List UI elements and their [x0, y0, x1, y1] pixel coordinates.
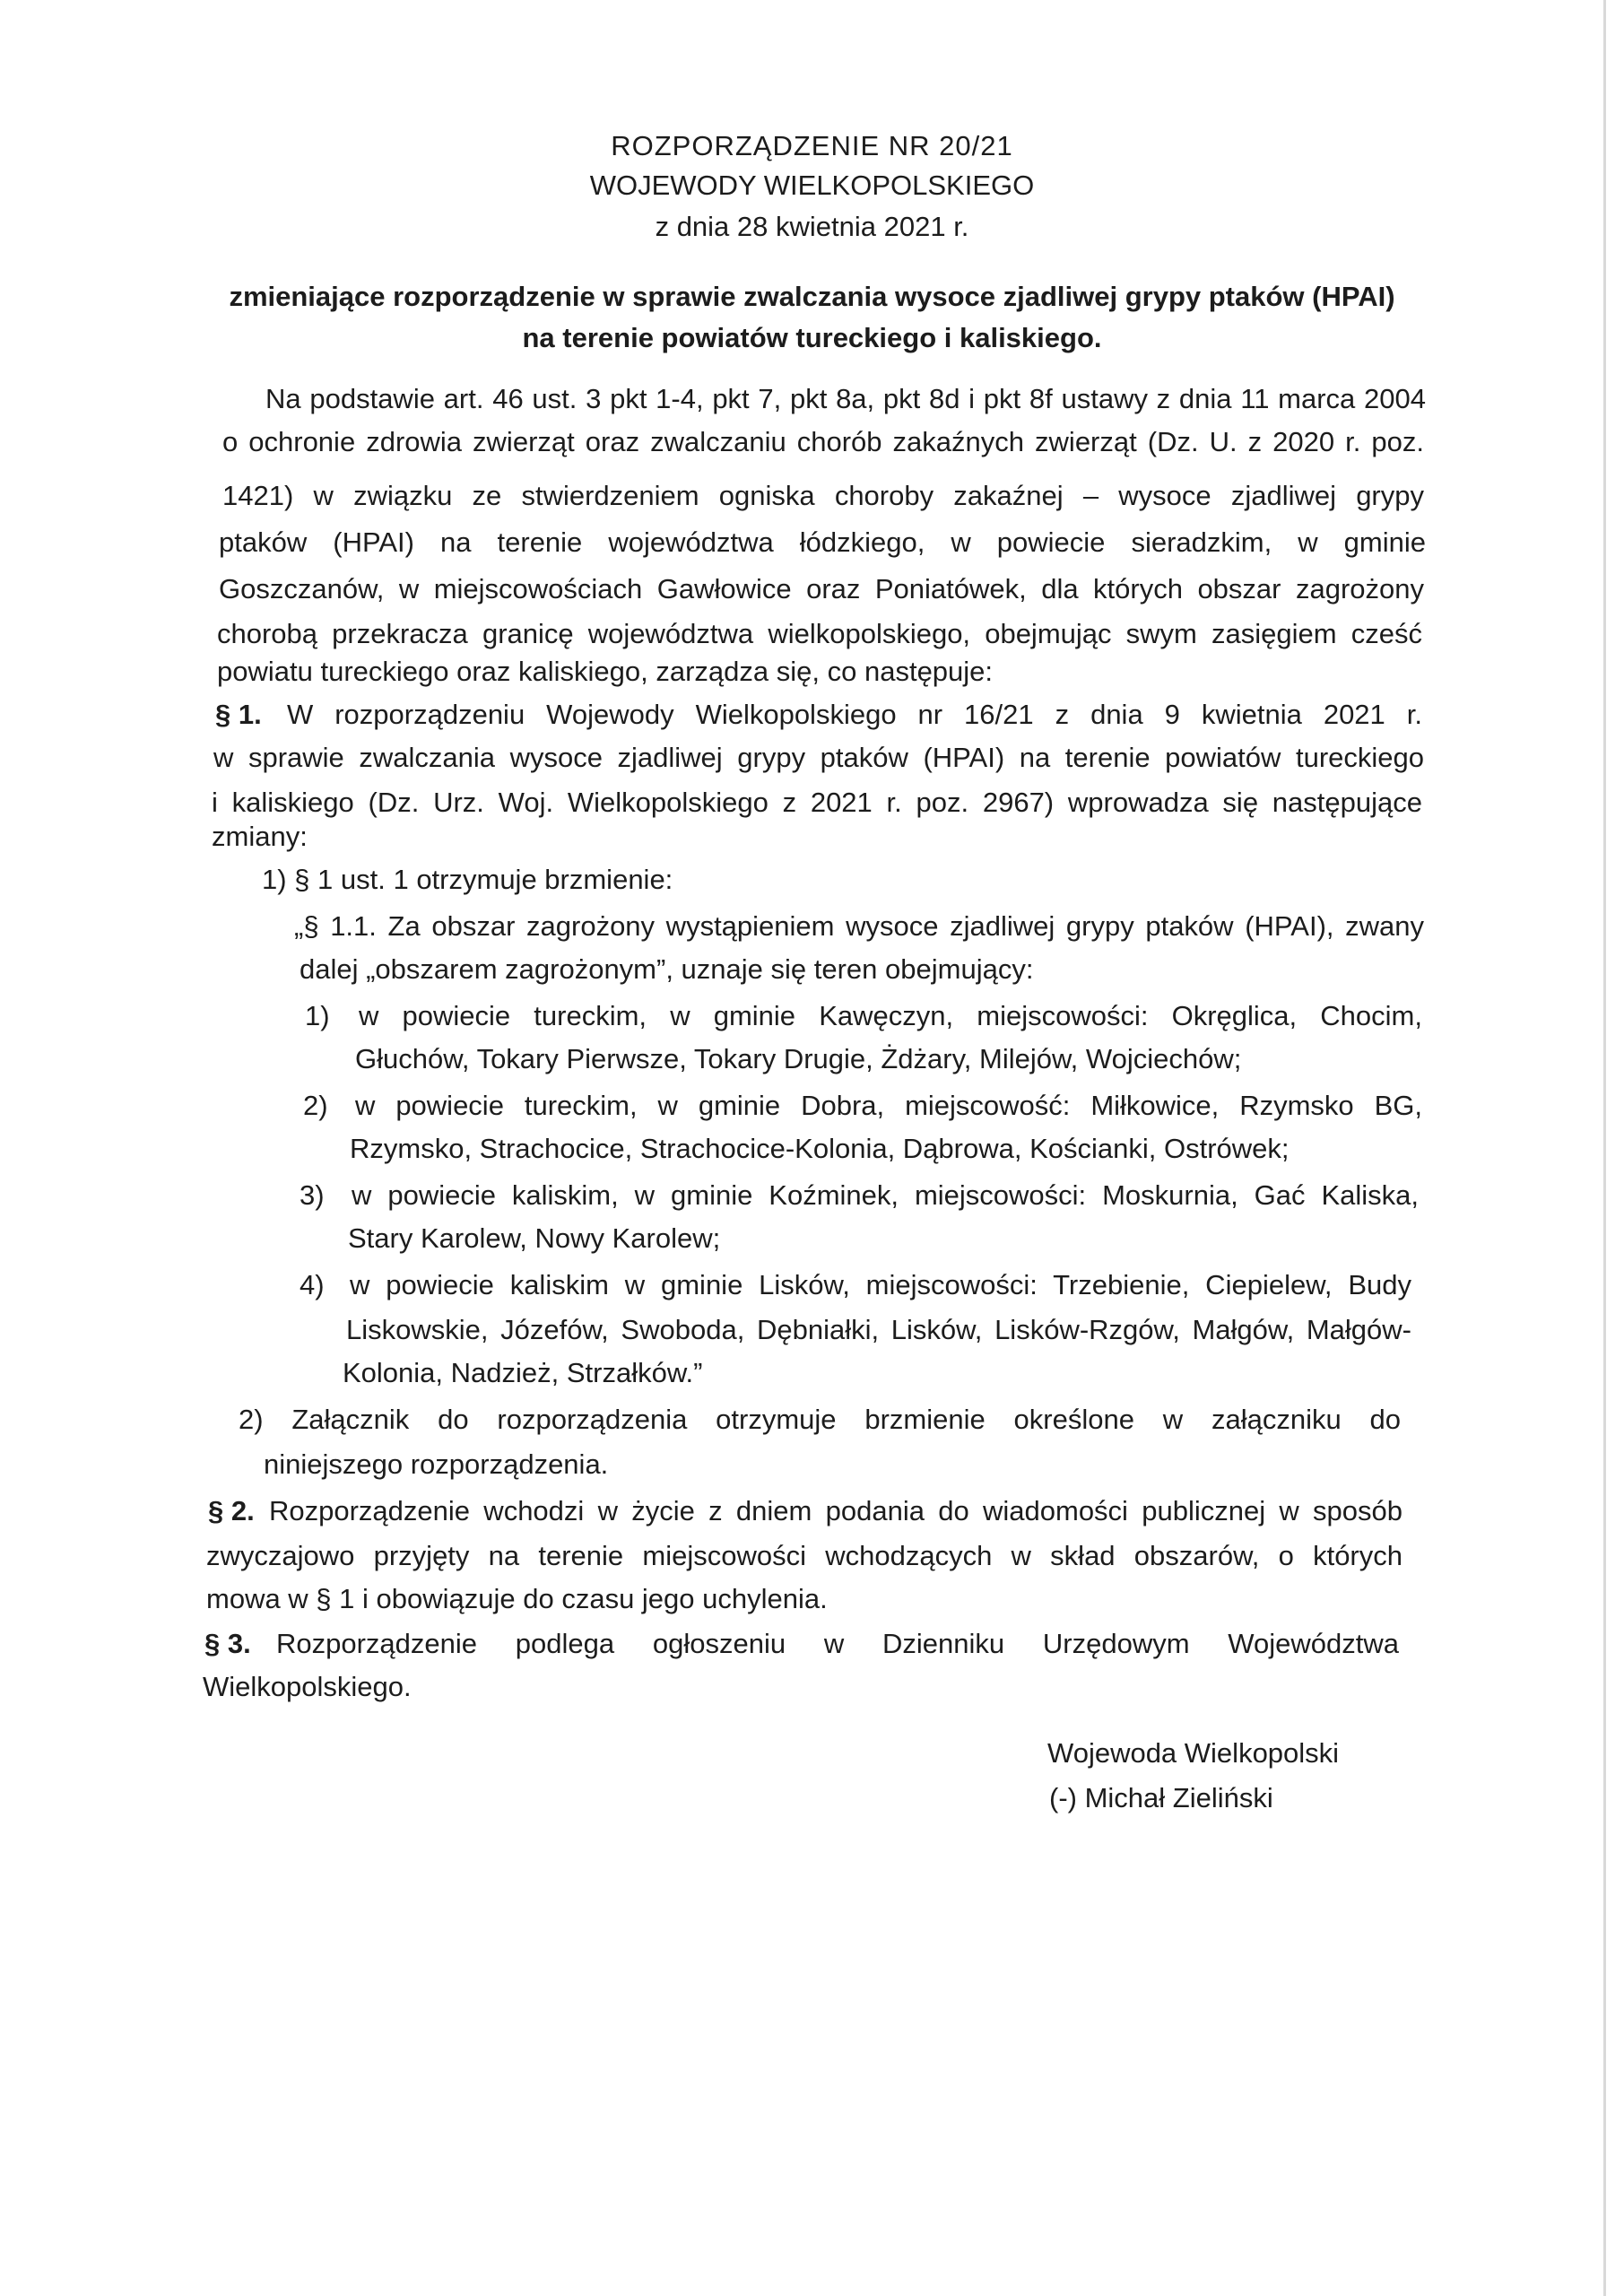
point-3-line-2: Stary Karolew, Nowy Karolew;: [348, 1222, 721, 1254]
point-4-line-1: w powiecie kaliskim w gminie Lisków, miejscowości: Trzebienie, Ciepielew, Budy: [350, 1269, 1411, 1300]
section-3-mark: § 3.: [204, 1628, 251, 1659]
item-1-heading: 1) § 1 ust. 1 otrzymuje brzmienie:: [262, 864, 673, 895]
quote-line-1: „§ 1.1. Za obszar zagrożony wystąpieniem wysoce zjadliwej grypy ptaków (HPAI), zwany: [294, 910, 1424, 942]
preamble-line-4: ptaków (HPAI) na terenie województwa łódzkiego, w powiecie sieradzkim, w gminie: [219, 526, 1426, 558]
section-2-mark: § 2.: [208, 1495, 255, 1526]
section-1-mark: § 1.: [215, 699, 262, 730]
point-1-line-2: Głuchów, Tokary Pierwsze, Tokary Drugie, Żdżary, Milejów, Wojciechów;: [355, 1043, 1242, 1074]
preamble-line-2: o ochronie zdrowia zwierząt oraz zwalczaniu chorób zakaźnych zwierząt (Dz. U. z 2020 r. poz.: [222, 426, 1424, 457]
point-2-number: 2): [303, 1090, 328, 1121]
subject-line-2: na terenie powiatów tureckiego i kaliskiego.: [522, 322, 1102, 353]
preamble-line-5: Goszczanów, w miejscowościach Gawłowice oraz Poniatówek, dla których obszar zagrożony: [219, 573, 1424, 604]
point-3-line-1: w powiecie kaliskim, w gminie Koźminek, miejscowości: Moskurnia, Gać Kaliska,: [352, 1179, 1419, 1211]
point-3-number: 3): [300, 1179, 325, 1211]
section-2-line-2: zwyczajowo przyjęty na terenie miejscowości wchodzących w skład obszarów, o których: [206, 1540, 1403, 1571]
point-4-line-3: Kolonia, Nadzież, Strzałków.”: [343, 1357, 703, 1388]
point-2-line-2: Rzymsko, Strachocice, Strachocice-Kolonia, Dąbrowa, Kościanki, Ostrówek;: [350, 1133, 1290, 1164]
section-1-line-4: zmiany:: [212, 821, 308, 852]
issuing-authority: WOJEWODY WIELKOPOLSKIEGO: [589, 170, 1035, 201]
point-2-line-1: w powiecie tureckim, w gminie Dobra, miejscowość: Miłkowice, Rzymsko BG,: [355, 1090, 1422, 1121]
item-2-line-1: 2) Załącznik do rozporządzenia otrzymuje brzmienie określone w załączniku do: [239, 1404, 1401, 1435]
preamble-line-1: Na podstawie art. 46 ust. 3 pkt 1-4, pkt 7, pkt 8a, pkt 8d i pkt 8f ustawy z dnia 11 marca 2004: [265, 383, 1426, 414]
item-2-line-2: niniejszego rozporządzenia.: [264, 1448, 609, 1480]
section-2-line-1: Rozporządzenie wchodzi w życie z dniem podania do wiadomości publicznej w sposób: [269, 1495, 1403, 1526]
point-4-line-2: Liskowskie, Józefów, Swoboda, Dębniałki, Lisków, Lisków-Rzgów, Małgów, Małgów-: [346, 1314, 1411, 1345]
section-3-line-1: Rozporządzenie podlega ogłoszeniu w Dzienniku Urzędowym Województwa: [276, 1628, 1399, 1659]
preamble-line-6: chorobą przekracza granicę województwa wielkopolskiego, obejmując swym zasięgiem cześć: [217, 618, 1422, 649]
preamble-line-3: 1421) w związku ze stwierdzeniem ogniska choroby zakaźnej – wysoce zjadliwej grypy: [222, 480, 1424, 511]
section-1-line-1: W rozporządzeniu Wojewody Wielkopolskiego nr 16/21 z dnia 9 kwietnia 2021 r.: [287, 699, 1422, 730]
point-4-number: 4): [300, 1269, 325, 1300]
section-1-line-3: i kaliskiego (Dz. Urz. Woj. Wielkopolskiego z 2021 r. poz. 2967) wprowadza się następujące: [212, 787, 1422, 818]
preamble-line-7: powiatu tureckiego oraz kaliskiego, zarządza się, co następuje:: [217, 656, 994, 687]
section-1-line-2: w sprawie zwalczania wysoce zjadliwej grypy ptaków (HPAI) na terenie powiatów tureckiego: [213, 742, 1424, 773]
subject-line-1: zmieniające rozporządzenie w sprawie zwalczania wysoce zjadliwej grypy ptaków (HPAI): [229, 281, 1395, 312]
signatory-name: (-) Michał Zieliński: [1049, 1782, 1273, 1813]
point-1-line-1: w powiecie tureckim, w gminie Kawęczyn, miejscowości: Okręglica, Chocim,: [359, 1000, 1422, 1031]
section-2-line-3: mowa w § 1 i obowiązuje do czasu jego uchylenia.: [206, 1583, 828, 1614]
section-3-line-2: Wielkopolskiego.: [203, 1671, 412, 1702]
document-date: z dnia 28 kwietnia 2021 r.: [655, 211, 969, 242]
quote-line-2: dalej „obszarem zagrożonym”, uznaje się teren obejmujący:: [300, 953, 1034, 985]
signatory-title: Wojewoda Wielkopolski: [1047, 1737, 1340, 1769]
point-1-number: 1): [305, 1000, 330, 1031]
document-title: ROZPORZĄDZENIE NR 20/21: [611, 130, 1013, 161]
